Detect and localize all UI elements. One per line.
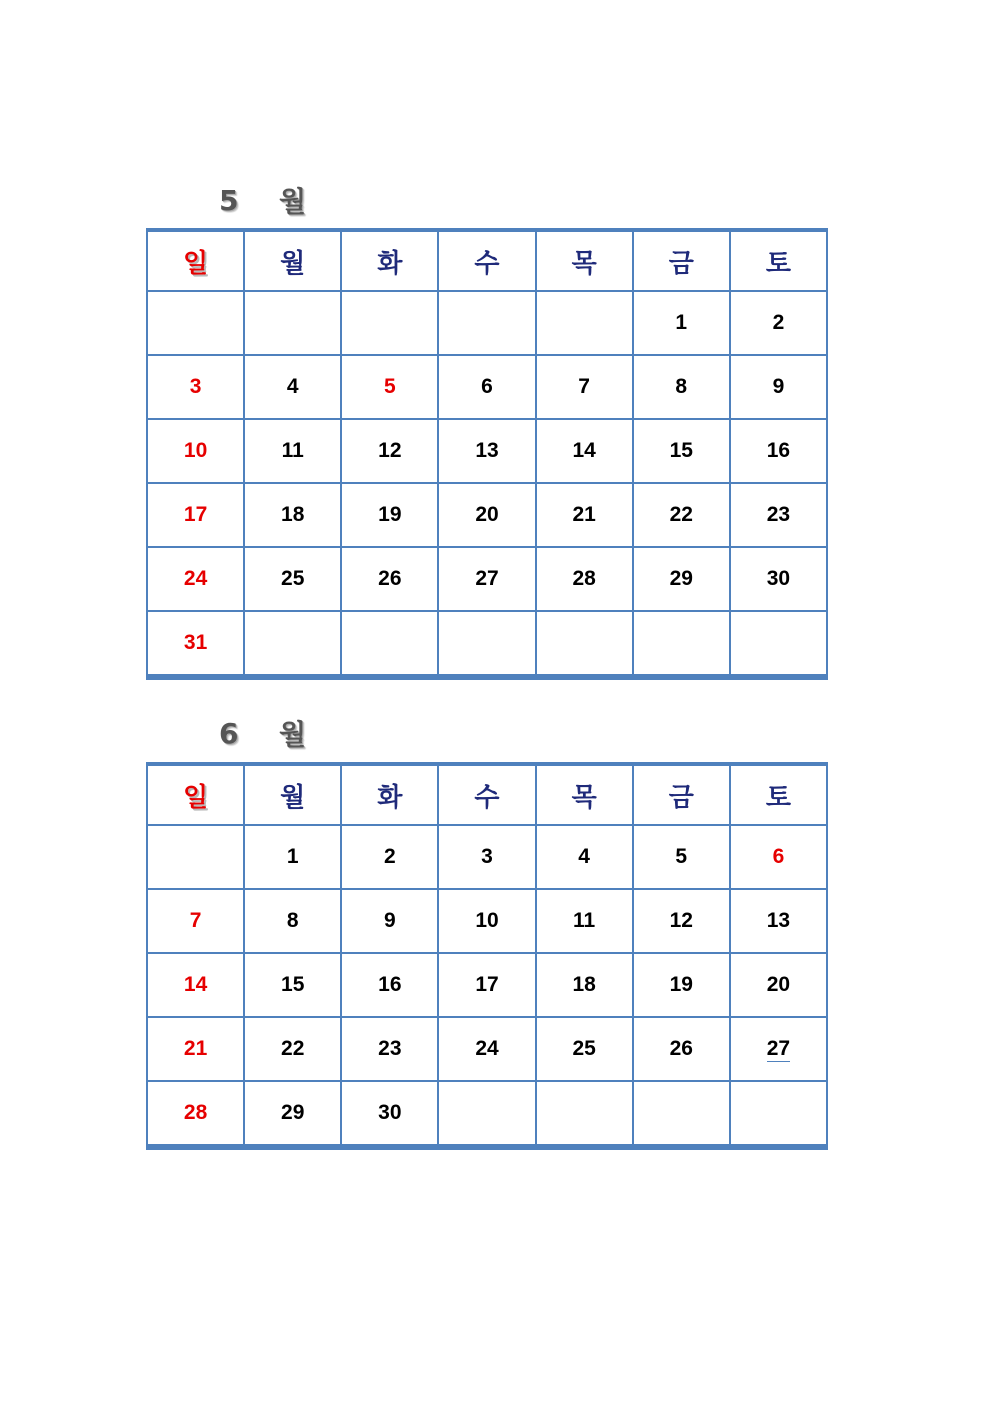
day-number: 31 — [183, 631, 208, 654]
day-cell — [438, 419, 535, 483]
day-cell — [633, 889, 730, 953]
day-number: 28 — [183, 1101, 208, 1124]
day-number: 1 — [675, 311, 688, 334]
day-cell — [633, 825, 730, 889]
week-row — [147, 291, 827, 355]
empty-day-cell — [633, 1081, 730, 1147]
day-number: 9 — [772, 375, 785, 398]
weekday-header: 토 — [730, 230, 827, 291]
calendar-june — [146, 762, 828, 1150]
day-cell — [536, 355, 633, 419]
day-cell — [633, 1017, 730, 1081]
day-cell — [244, 483, 341, 547]
day-cell — [147, 547, 244, 611]
week-row — [147, 953, 827, 1017]
empty-day-cell — [438, 1081, 535, 1147]
day-number: 26 — [669, 1037, 693, 1060]
day-number: 7 — [578, 375, 590, 398]
empty-day-cell — [244, 611, 341, 677]
day-number: 30 — [766, 567, 791, 590]
day-number: 27 — [475, 567, 499, 590]
day-number: 4 — [286, 375, 299, 398]
week-row — [147, 1081, 827, 1147]
day-cell — [147, 1017, 244, 1081]
day-cell — [438, 1017, 535, 1081]
day-cell — [147, 483, 244, 547]
empty-day-cell — [730, 611, 827, 677]
day-number: 15 — [281, 973, 305, 996]
day-cell — [536, 419, 633, 483]
month-number: 5 — [219, 183, 239, 217]
empty-day-cell — [536, 1081, 633, 1147]
day-number: 12 — [378, 439, 402, 462]
day-cell — [438, 953, 535, 1017]
day-number: 20 — [766, 973, 791, 996]
day-number: 18 — [572, 973, 596, 996]
weekday-header: 화 — [341, 230, 438, 291]
day-number: 17 — [183, 503, 208, 526]
day-number: 14 — [183, 973, 208, 996]
day-cell — [730, 419, 827, 483]
day-number: 17 — [475, 973, 499, 996]
weekday-header: 월 — [244, 230, 341, 291]
day-number: 22 — [281, 1037, 305, 1060]
month-suffix: 월 — [279, 185, 307, 218]
empty-day-cell — [147, 825, 244, 889]
week-row — [147, 419, 827, 483]
day-cell — [730, 291, 827, 355]
week-row — [147, 355, 827, 419]
month-title-june — [219, 713, 306, 753]
day-cell — [536, 825, 633, 889]
empty-day-cell — [244, 291, 341, 355]
day-cell — [536, 953, 633, 1017]
day-number: 9 — [384, 909, 396, 932]
month-suffix: 월 — [279, 718, 307, 751]
day-cell — [147, 1081, 244, 1147]
day-number: 14 — [572, 439, 596, 462]
day-number: 19 — [669, 973, 693, 996]
day-cell — [438, 483, 535, 547]
day-number: 27 — [766, 1037, 791, 1060]
day-cell — [341, 1017, 438, 1081]
day-number: 15 — [669, 439, 693, 462]
day-number: 5 — [675, 845, 688, 868]
day-number: 5 — [384, 375, 396, 398]
day-number: 20 — [475, 503, 499, 526]
day-cell — [633, 419, 730, 483]
day-cell — [633, 355, 730, 419]
day-cell — [244, 1081, 341, 1147]
day-cell — [633, 953, 730, 1017]
day-number: 3 — [481, 845, 493, 868]
day-cell — [147, 355, 244, 419]
empty-day-cell — [536, 611, 633, 677]
day-number: 22 — [669, 503, 693, 526]
week-row — [147, 611, 827, 677]
day-number: 21 — [572, 503, 596, 526]
day-cell — [147, 953, 244, 1017]
day-cell — [341, 889, 438, 953]
weekday-header: 금 — [633, 230, 730, 291]
day-number: 8 — [286, 909, 299, 932]
day-number: 16 — [378, 973, 402, 996]
day-number: 23 — [378, 1037, 402, 1060]
day-cell — [244, 825, 341, 889]
calendar-may — [146, 228, 828, 680]
week-row — [147, 547, 827, 611]
day-cell — [536, 1017, 633, 1081]
weekday-header: 목 — [536, 230, 633, 291]
day-cell — [341, 1081, 438, 1147]
month-number: 6 — [219, 716, 239, 750]
day-number: 30 — [378, 1101, 402, 1124]
day-cell — [730, 889, 827, 953]
day-cell — [730, 355, 827, 419]
day-number: 2 — [384, 845, 396, 868]
day-cell — [341, 547, 438, 611]
day-cell — [438, 355, 535, 419]
day-cell — [244, 355, 341, 419]
day-cell — [730, 1017, 827, 1081]
day-cell — [438, 825, 535, 889]
day-cell — [147, 419, 244, 483]
day-cell — [147, 611, 244, 677]
day-cell — [730, 547, 827, 611]
day-number: 18 — [281, 503, 305, 526]
day-number: 24 — [475, 1037, 499, 1060]
day-number: 4 — [578, 845, 590, 868]
day-cell — [536, 547, 633, 611]
day-cell — [633, 291, 730, 355]
day-number: 26 — [378, 567, 402, 590]
month-title-may — [219, 180, 306, 220]
empty-day-cell — [341, 291, 438, 355]
week-row — [147, 1017, 827, 1081]
day-cell — [341, 419, 438, 483]
day-cell — [633, 547, 730, 611]
day-number: 1 — [286, 845, 299, 868]
empty-day-cell — [341, 611, 438, 677]
day-number: 12 — [669, 909, 693, 932]
week-row — [147, 483, 827, 547]
day-cell — [244, 419, 341, 483]
day-number: 10 — [475, 909, 499, 932]
day-number: 6 — [481, 375, 493, 398]
weekday-header: 일 — [147, 230, 244, 291]
day-cell — [633, 483, 730, 547]
day-number: 25 — [572, 1037, 596, 1060]
day-cell — [341, 953, 438, 1017]
weekday-header: 토 — [730, 764, 827, 825]
weekday-header-row — [147, 764, 827, 825]
day-number: 11 — [573, 909, 596, 932]
day-cell — [244, 953, 341, 1017]
weekday-header: 화 — [341, 764, 438, 825]
day-cell — [438, 889, 535, 953]
weekday-header-row — [147, 230, 827, 291]
day-cell — [730, 483, 827, 547]
empty-day-cell — [147, 291, 244, 355]
day-number: 24 — [183, 567, 208, 590]
day-cell — [341, 355, 438, 419]
day-number: 7 — [189, 909, 202, 932]
day-number: 28 — [572, 567, 596, 590]
weekday-header: 월 — [244, 764, 341, 825]
day-number: 21 — [183, 1037, 208, 1060]
weekday-header: 일 — [147, 764, 244, 825]
day-number: 25 — [281, 567, 305, 590]
day-cell — [147, 889, 244, 953]
day-cell — [438, 547, 535, 611]
day-cell — [730, 825, 827, 889]
day-cell — [341, 825, 438, 889]
day-number: 23 — [766, 503, 791, 526]
day-number: 13 — [766, 909, 791, 932]
day-cell — [244, 1017, 341, 1081]
day-number: 2 — [772, 311, 785, 334]
day-number: 13 — [475, 439, 499, 462]
empty-day-cell — [633, 611, 730, 677]
week-row — [147, 825, 827, 889]
weekday-header: 금 — [633, 764, 730, 825]
weekday-header: 수 — [438, 230, 535, 291]
empty-day-cell — [438, 611, 535, 677]
day-cell — [536, 889, 633, 953]
day-cell — [244, 889, 341, 953]
day-cell — [244, 547, 341, 611]
day-number: 29 — [281, 1101, 305, 1124]
day-number: 11 — [281, 439, 304, 462]
empty-day-cell — [730, 1081, 827, 1147]
empty-day-cell — [536, 291, 633, 355]
day-number: 3 — [189, 375, 202, 398]
weekday-header: 수 — [438, 764, 535, 825]
day-number: 8 — [675, 375, 688, 398]
day-cell — [341, 483, 438, 547]
day-cell — [730, 953, 827, 1017]
empty-day-cell — [438, 291, 535, 355]
day-cell — [536, 483, 633, 547]
day-number: 19 — [378, 503, 402, 526]
weekday-header: 목 — [536, 764, 633, 825]
day-number: 6 — [772, 845, 785, 868]
day-number: 16 — [766, 439, 791, 462]
day-number: 29 — [669, 567, 693, 590]
week-row — [147, 889, 827, 953]
day-number: 10 — [183, 439, 208, 462]
